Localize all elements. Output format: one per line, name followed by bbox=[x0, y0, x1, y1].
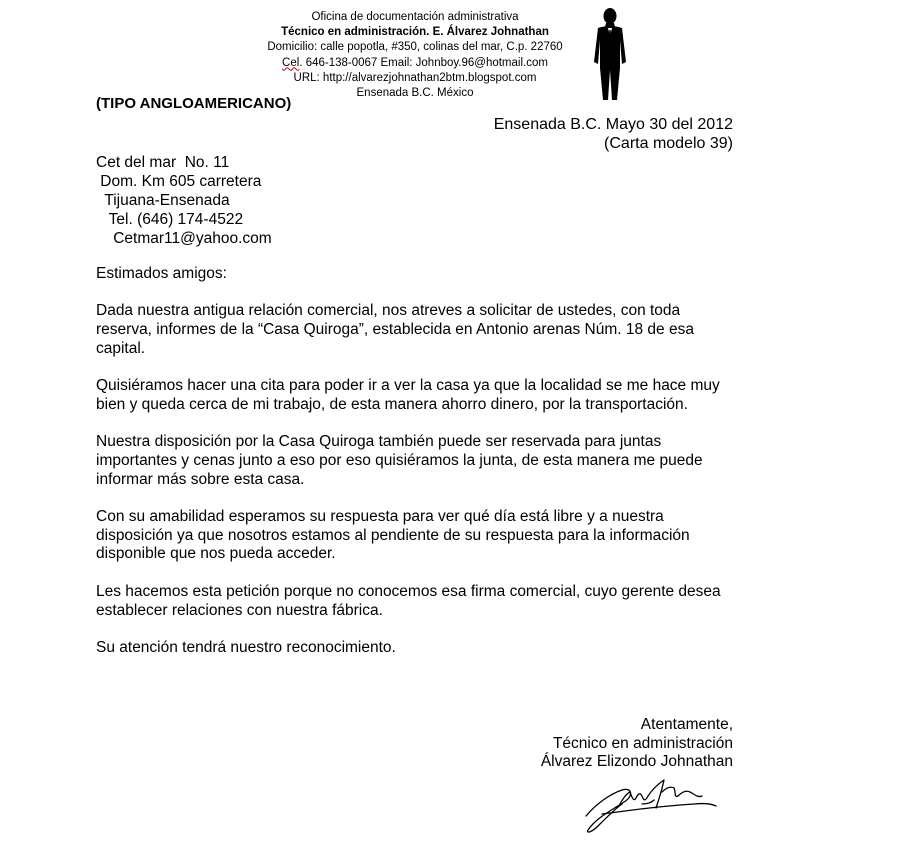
body-paragraph: Su atención tendrá nuestro reconocimiento. bbox=[96, 638, 396, 656]
letterhead-office: Oficina de documentación administrativa bbox=[311, 11, 519, 23]
letter-model-number: (Carta modelo 39) bbox=[604, 134, 733, 152]
letter-date: Ensenada B.C. Mayo 30 del 2012 bbox=[493, 116, 733, 133]
letter-body bbox=[96, 265, 730, 676]
letterhead-contact bbox=[230, 56, 600, 71]
spellcheck-word: Cel bbox=[282, 56, 300, 69]
recipient-line: Tel. (646) 174-4522 bbox=[96, 211, 244, 228]
letterhead bbox=[230, 10, 600, 101]
recipient-line: Tijuana-Ensenada bbox=[96, 192, 230, 209]
salutation: Estimados amigos: bbox=[96, 265, 227, 282]
body-paragraph: Quisiéramos hacer una cita para poder ir a ver la casa ya que la localidad se me hace muy bien y queda cerca de mi trabajo, de esta manera ahorro dinero, por la transportación. bbox=[96, 377, 720, 413]
recipient-line: Cet del mar No. 11 bbox=[96, 154, 230, 171]
recipient-line: Cetmar11@yahoo.com bbox=[96, 230, 272, 247]
letterhead-city: Ensenada B.C. México bbox=[356, 87, 474, 100]
letterhead-address: Domicilio: calle popotla, #350, colinas del mar, C.p. 22760 bbox=[267, 41, 563, 54]
body-paragraph: Con su amabilidad esperamos su respuesta para ver qué día está libre y a nuestra disposición ya que nosotros estamos al pendiente de su respuesta para la información disponible que nos pueda acceder. bbox=[96, 508, 690, 563]
businessman-silhouette-icon bbox=[590, 6, 630, 102]
recipient-address bbox=[96, 153, 272, 248]
letterhead-contact-rest: . 646-138-0067 Email: Johnboy.96@hotmail.com bbox=[299, 56, 548, 69]
letterhead-name: Técnico en administración. E. Álvarez Johnathan bbox=[281, 26, 549, 39]
handwritten-signature bbox=[582, 774, 722, 836]
body-paragraph: Nuestra disposición por la Casa Quiroga también puede ser reservada para juntas importantes y cenas junto a eso por eso quisiéramos la junta, de esta manera me puede informar más sobre esta casa. bbox=[96, 433, 703, 488]
closing-signer-name: Álvarez Elizondo Johnathan bbox=[540, 753, 733, 771]
closing-greeting: Atentamente, bbox=[640, 716, 733, 733]
letter-type-heading: (TIPO ANGLOAMERICANO) bbox=[96, 95, 292, 112]
closing-title: Técnico en administración bbox=[552, 734, 733, 752]
date-block bbox=[494, 116, 733, 153]
letterhead-url: URL: http://alvarezjohnathan2btm.blogspot.com bbox=[293, 71, 537, 84]
body-paragraph: Dada nuestra antigua relación comercial, nos atreves a solicitar de ustedes, con toda reserva, informes de la “Casa Quiroga”, establecida en Antonio arenas Núm. 18 de esa capital. bbox=[96, 302, 694, 357]
body-paragraph: Les hacemos esta petición porque no conocemos esa firma comercial, cuyo gerente desea establecer relaciones con nuestra fábrica. bbox=[96, 582, 721, 619]
recipient-line: Dom. Km 605 carretera bbox=[96, 173, 262, 190]
closing-block bbox=[541, 716, 733, 772]
